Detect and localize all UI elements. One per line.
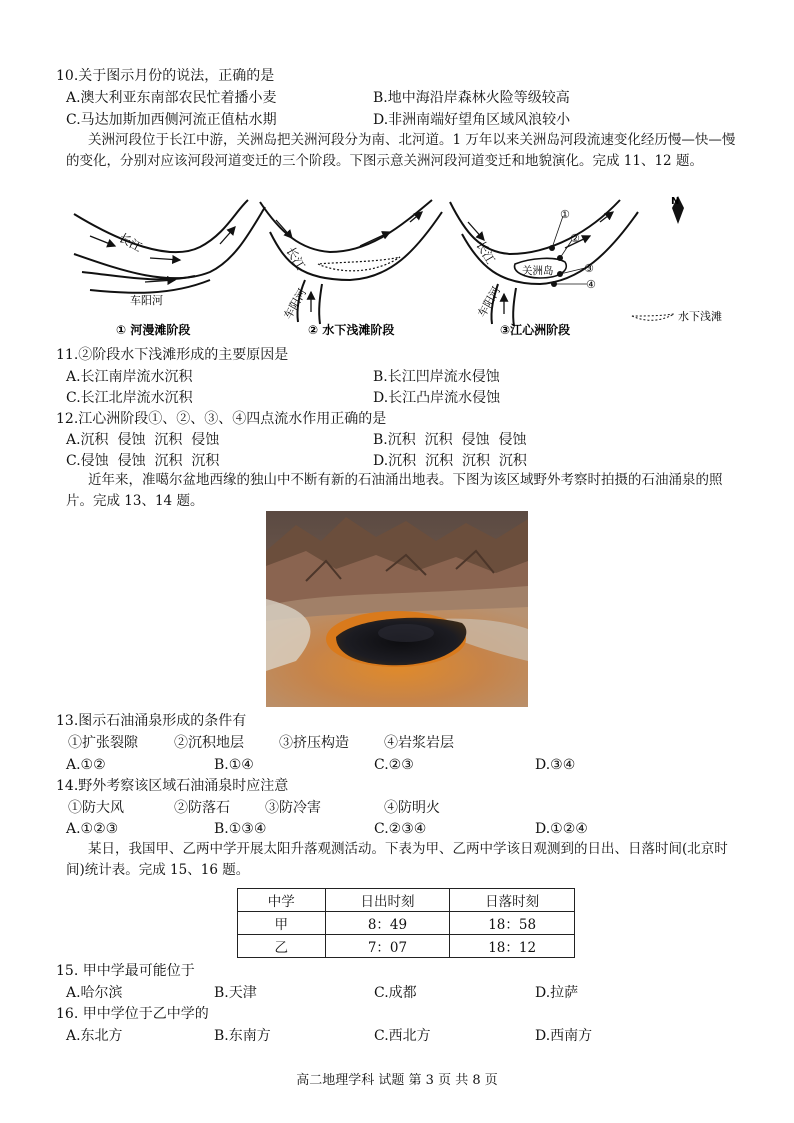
q15-stem: 15. 甲中学最可能位于 — [56, 963, 195, 979]
q12-option-d: D.沉积 沉积 沉积 沉积 — [373, 453, 527, 469]
river-evolution-diagram — [60, 192, 750, 342]
q11-option-a: A.长江南岸流水沉积 — [66, 369, 193, 385]
point-1-label: ① — [560, 208, 570, 221]
north-label: N — [671, 196, 680, 207]
q14-item-4: ④防明火 — [384, 800, 440, 816]
stage-2-caption: ② 水下浅滩阶段 — [308, 323, 395, 337]
table-row — [238, 912, 575, 935]
q10-option-a: A.澳大利亚东南部农民忙着播小麦 — [66, 90, 277, 106]
page-footer: 高二地理学科 试题 第 3 页 共 8 页 — [296, 1073, 498, 1088]
q15-option-d: D.拉萨 — [535, 985, 579, 1001]
q15-option-c: C.成都 — [374, 985, 417, 1001]
table-cell: 8：49 — [325, 912, 450, 935]
q14-item-1: ①防大风 — [68, 800, 124, 816]
stage-3-caption: ③江心洲阶段 — [500, 323, 571, 337]
oil-spring-photo — [266, 511, 528, 707]
q15-option-a: A.哈尔滨 — [66, 985, 123, 1001]
q13-option-d: D.③④ — [535, 757, 576, 773]
q16-option-b: B.东南方 — [214, 1028, 271, 1044]
stage-1-caption: ① 河漫滩阶段 — [116, 323, 191, 337]
stage-2-river-trib-label: 车阳河 — [281, 286, 310, 322]
stage-2-river-main-label: 长江 — [283, 244, 308, 273]
q14-stem: 14.野外考察该区域石油涌泉时应注意 — [56, 778, 289, 794]
table-cell: 乙 — [238, 935, 326, 958]
stage-1-river-main-label: 长江 — [116, 230, 145, 255]
table-cell: 甲 — [238, 912, 326, 935]
table-cell: 18：58 — [450, 912, 575, 935]
intro-11-12: 关洲河段位于长江中游，关洲岛把关洲河段分为南、北河道。1 万年以来关洲岛河段流速变化经历慢—快—慢的变化，分别对应该河段河道变迁的三个阶段。下图示意关洲河段河道变迁和地貌演化。完成 11、12 题。 — [66, 132, 736, 169]
intro-15-16: 某日，我国甲、乙两中学开展太阳升落观测活动。下表为甲、乙两中学该日观测到的日出、日落时间(北京时间)统计表。完成 15、16 题。 — [66, 841, 728, 878]
stage-1-panel — [74, 200, 265, 307]
q11-option-d: D.长江凸岸流水侵蚀 — [373, 390, 501, 406]
north-arrow — [671, 196, 684, 224]
legend — [632, 309, 722, 323]
q13-stem: 13.图示石油涌泉形成的条件有 — [56, 713, 247, 729]
q13-option-c: C.②③ — [374, 757, 414, 773]
q11-option-b: B.长江凹岸流水侵蚀 — [373, 369, 500, 385]
q16-option-c: C.西北方 — [374, 1028, 431, 1044]
q14-option-c: C.②③④ — [374, 821, 427, 837]
island-label: 关洲岛 — [522, 265, 554, 277]
stage-3-river-trib-label: 车阳河 — [475, 284, 504, 320]
stage-3-river-main-label: 长江 — [473, 238, 498, 267]
q14-item-2: ②防落石 — [174, 800, 230, 816]
point-3-label: ③ — [584, 262, 594, 275]
table-row — [238, 935, 575, 958]
q15-option-b: B.天津 — [214, 985, 257, 1001]
table-header-sunset: 日落时刻 — [450, 889, 575, 912]
q16-option-d: D.西南方 — [535, 1028, 593, 1044]
q12-option-b: B.沉积 沉积 侵蚀 侵蚀 — [373, 432, 527, 448]
table-header-row — [238, 889, 575, 912]
stage-3-panel — [450, 200, 638, 326]
point-4-label: ④ — [586, 278, 596, 291]
point-2-label: ② — [570, 232, 580, 245]
q14-option-b: B.①③④ — [214, 821, 267, 837]
q13-item-4: ④岩浆岩层 — [384, 735, 454, 751]
q13-option-a: A.①② — [66, 757, 106, 773]
intro-13-14: 近年来，准噶尔盆地西缘的独山中不断有新的石油涌出地表。下图为该区域野外考察时拍摄的石油涌泉的照片。完成 13、14 题。 — [66, 472, 723, 509]
q12-stem: 12.江心洲阶段①、②、③、④四点流水作用正确的是 — [56, 411, 387, 427]
q11-option-c: C.长江北岸流水沉积 — [66, 390, 193, 406]
q12-option-a: A.沉积 侵蚀 沉积 侵蚀 — [66, 432, 220, 448]
q11-stem: 11.②阶段水下浅滩形成的主要原因是 — [56, 347, 289, 363]
stage-2-panel — [260, 200, 442, 324]
q14-option-d: D.①②④ — [535, 821, 588, 837]
q13-item-1: ①扩张裂隙 — [68, 735, 138, 751]
legend-label: 水下浅滩 — [678, 310, 722, 323]
q13-option-b: B.①④ — [214, 757, 254, 773]
table-header-school: 中学 — [238, 889, 326, 912]
table-header-sunrise: 日出时刻 — [325, 889, 450, 912]
q10-option-b: B.地中海沿岸森林火险等级较高 — [373, 90, 570, 106]
q10-stem: 10.关于图示月份的说法，正确的是 — [56, 68, 275, 84]
q10-option-c: C.马达加斯加西侧河流正值枯水期 — [66, 112, 277, 128]
q16-option-a: A.东北方 — [66, 1028, 123, 1044]
q14-item-3: ③防冷害 — [265, 800, 321, 816]
q13-item-3: ③挤压构造 — [279, 735, 349, 751]
q10-option-d: D.非洲南端好望角区域风浪较小 — [373, 112, 571, 128]
q16-stem: 16. 甲中学位于乙中学的 — [56, 1006, 209, 1022]
sunrise-sunset-table — [237, 888, 575, 958]
q14-option-a: A.①②③ — [66, 821, 119, 837]
q13-item-2: ②沉积地层 — [174, 735, 244, 751]
stage-1-river-trib-label: 车阳河 — [130, 294, 163, 307]
q12-option-c: C.侵蚀 侵蚀 沉积 沉积 — [66, 453, 220, 469]
table-cell: 7：07 — [325, 935, 450, 958]
table-cell: 18：12 — [450, 935, 575, 958]
